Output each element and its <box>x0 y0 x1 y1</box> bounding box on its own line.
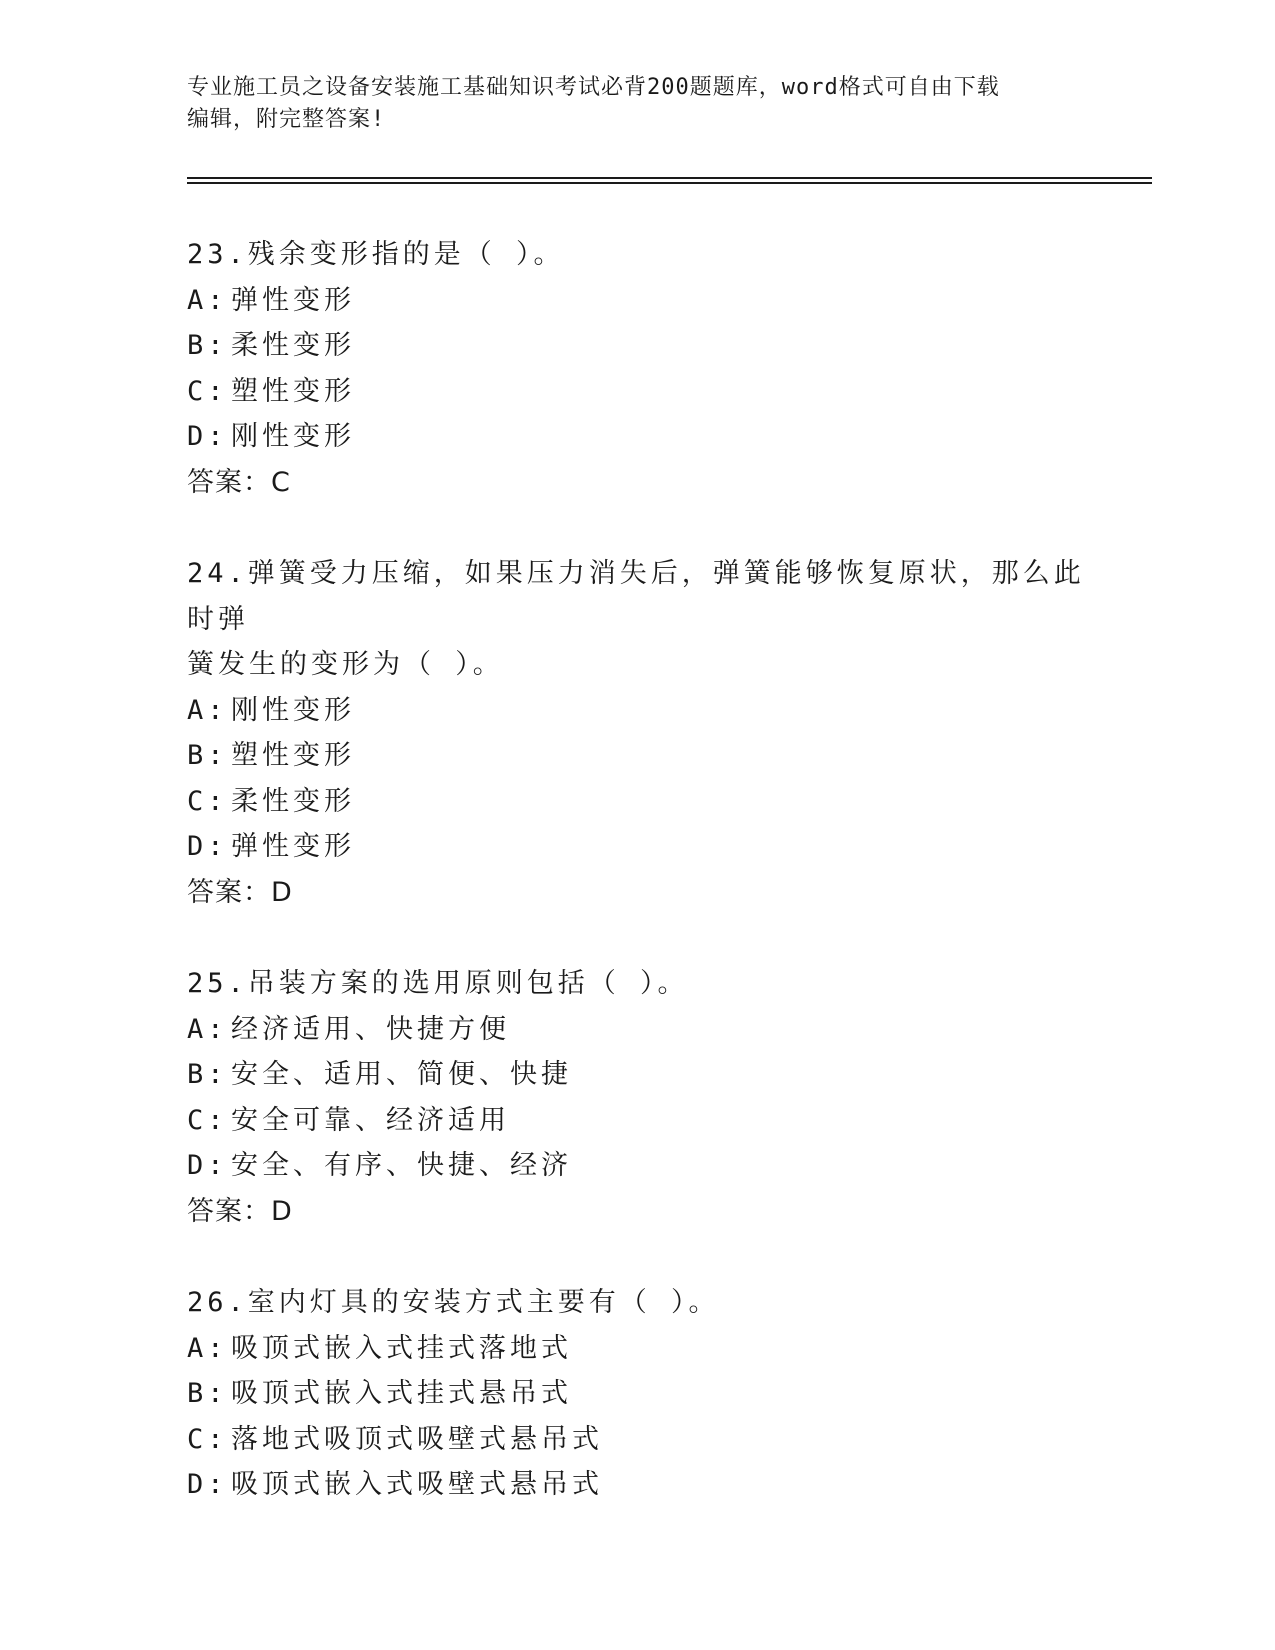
option-b <box>187 323 1087 369</box>
question-spacer <box>187 505 1087 551</box>
option-key: A: <box>187 1332 228 1364</box>
document-header <box>187 72 1087 136</box>
option-text: 塑性变形 <box>231 375 355 407</box>
option-text: 落地式吸顶式吸壁式悬吊式 <box>231 1423 603 1455</box>
option-d <box>187 824 1087 870</box>
option-text: 刚性变形 <box>231 421 355 452</box>
question-24 <box>187 551 1087 915</box>
question-spacer <box>187 1234 1087 1280</box>
option-a <box>187 1326 1087 1372</box>
option-c <box>187 369 1087 415</box>
option-text: 刚性变形 <box>231 694 355 726</box>
option-d <box>187 1462 1087 1508</box>
option-text: 安全可靠、经济适用 <box>231 1104 510 1136</box>
question-stem-line-1: 24.弹簧受力压缩，如果压力消失后，弹簧能够恢复原状，那么此时弹 <box>187 558 1085 635</box>
answer-line: 答案：D <box>187 1195 293 1227</box>
option-a <box>187 278 1087 324</box>
option-b <box>187 1052 1087 1098</box>
option-text: 塑性变形 <box>231 740 355 771</box>
option-d <box>187 414 1087 460</box>
option-c <box>187 1417 1087 1463</box>
option-b <box>187 1371 1087 1417</box>
option-text: 弹性变形 <box>231 284 355 316</box>
option-key: B: <box>187 1378 228 1409</box>
answer-line: 答案：C <box>187 466 291 498</box>
question-stem: 26.室内灯具的安装方式主要有（ ）。 <box>187 1287 720 1318</box>
question-list <box>187 232 1087 1508</box>
option-key: A: <box>187 694 228 726</box>
option-text: 弹性变形 <box>231 831 355 862</box>
question-26 <box>187 1280 1087 1508</box>
header-title-line-2: 编辑，附完整答案! <box>187 107 386 132</box>
option-key: C: <box>187 1104 228 1136</box>
option-text: 柔性变形 <box>231 785 355 817</box>
option-text: 安全、适用、简便、快捷 <box>231 1059 572 1090</box>
option-c <box>187 1098 1087 1144</box>
header-title-line-1: 专业施工员之设备安装施工基础知识考试必背200题题库，word格式可自由下载 <box>187 75 1000 100</box>
option-text: 柔性变形 <box>231 330 355 361</box>
option-key: C: <box>187 785 228 817</box>
option-text: 吸顶式嵌入式挂式落地式 <box>231 1332 572 1364</box>
option-a <box>187 688 1087 734</box>
option-key: A: <box>187 284 228 316</box>
question-stem: 23.残余变形指的是（ ）。 <box>187 239 565 270</box>
option-key: B: <box>187 1059 228 1090</box>
option-a <box>187 1007 1087 1053</box>
question-23 <box>187 232 1087 505</box>
option-key: B: <box>187 740 228 771</box>
option-key: A: <box>187 1013 228 1045</box>
option-key: D: <box>187 421 228 452</box>
option-text: 安全、有序、快捷、经济 <box>231 1150 572 1181</box>
option-key: D: <box>187 1469 228 1500</box>
option-b <box>187 733 1087 779</box>
option-text: 吸顶式嵌入式挂式悬吊式 <box>231 1378 572 1409</box>
option-key: B: <box>187 330 228 361</box>
option-key: D: <box>187 831 228 862</box>
header-divider-top <box>187 177 1152 179</box>
question-25 <box>187 961 1087 1234</box>
question-spacer <box>187 915 1087 961</box>
option-key: D: <box>187 1150 228 1181</box>
option-d <box>187 1143 1087 1189</box>
option-key: C: <box>187 1423 228 1455</box>
question-stem-line-2: 簧发生的变形为（ ）。 <box>187 649 504 680</box>
option-text: 经济适用、快捷方便 <box>231 1013 510 1045</box>
option-c <box>187 779 1087 825</box>
option-text: 吸顶式嵌入式吸壁式悬吊式 <box>231 1469 603 1500</box>
answer-line: 答案：D <box>187 876 293 908</box>
option-key: C: <box>187 375 228 407</box>
header-divider-bottom <box>187 182 1152 184</box>
question-stem: 25.吊装方案的选用原则包括（ ）。 <box>187 968 689 999</box>
